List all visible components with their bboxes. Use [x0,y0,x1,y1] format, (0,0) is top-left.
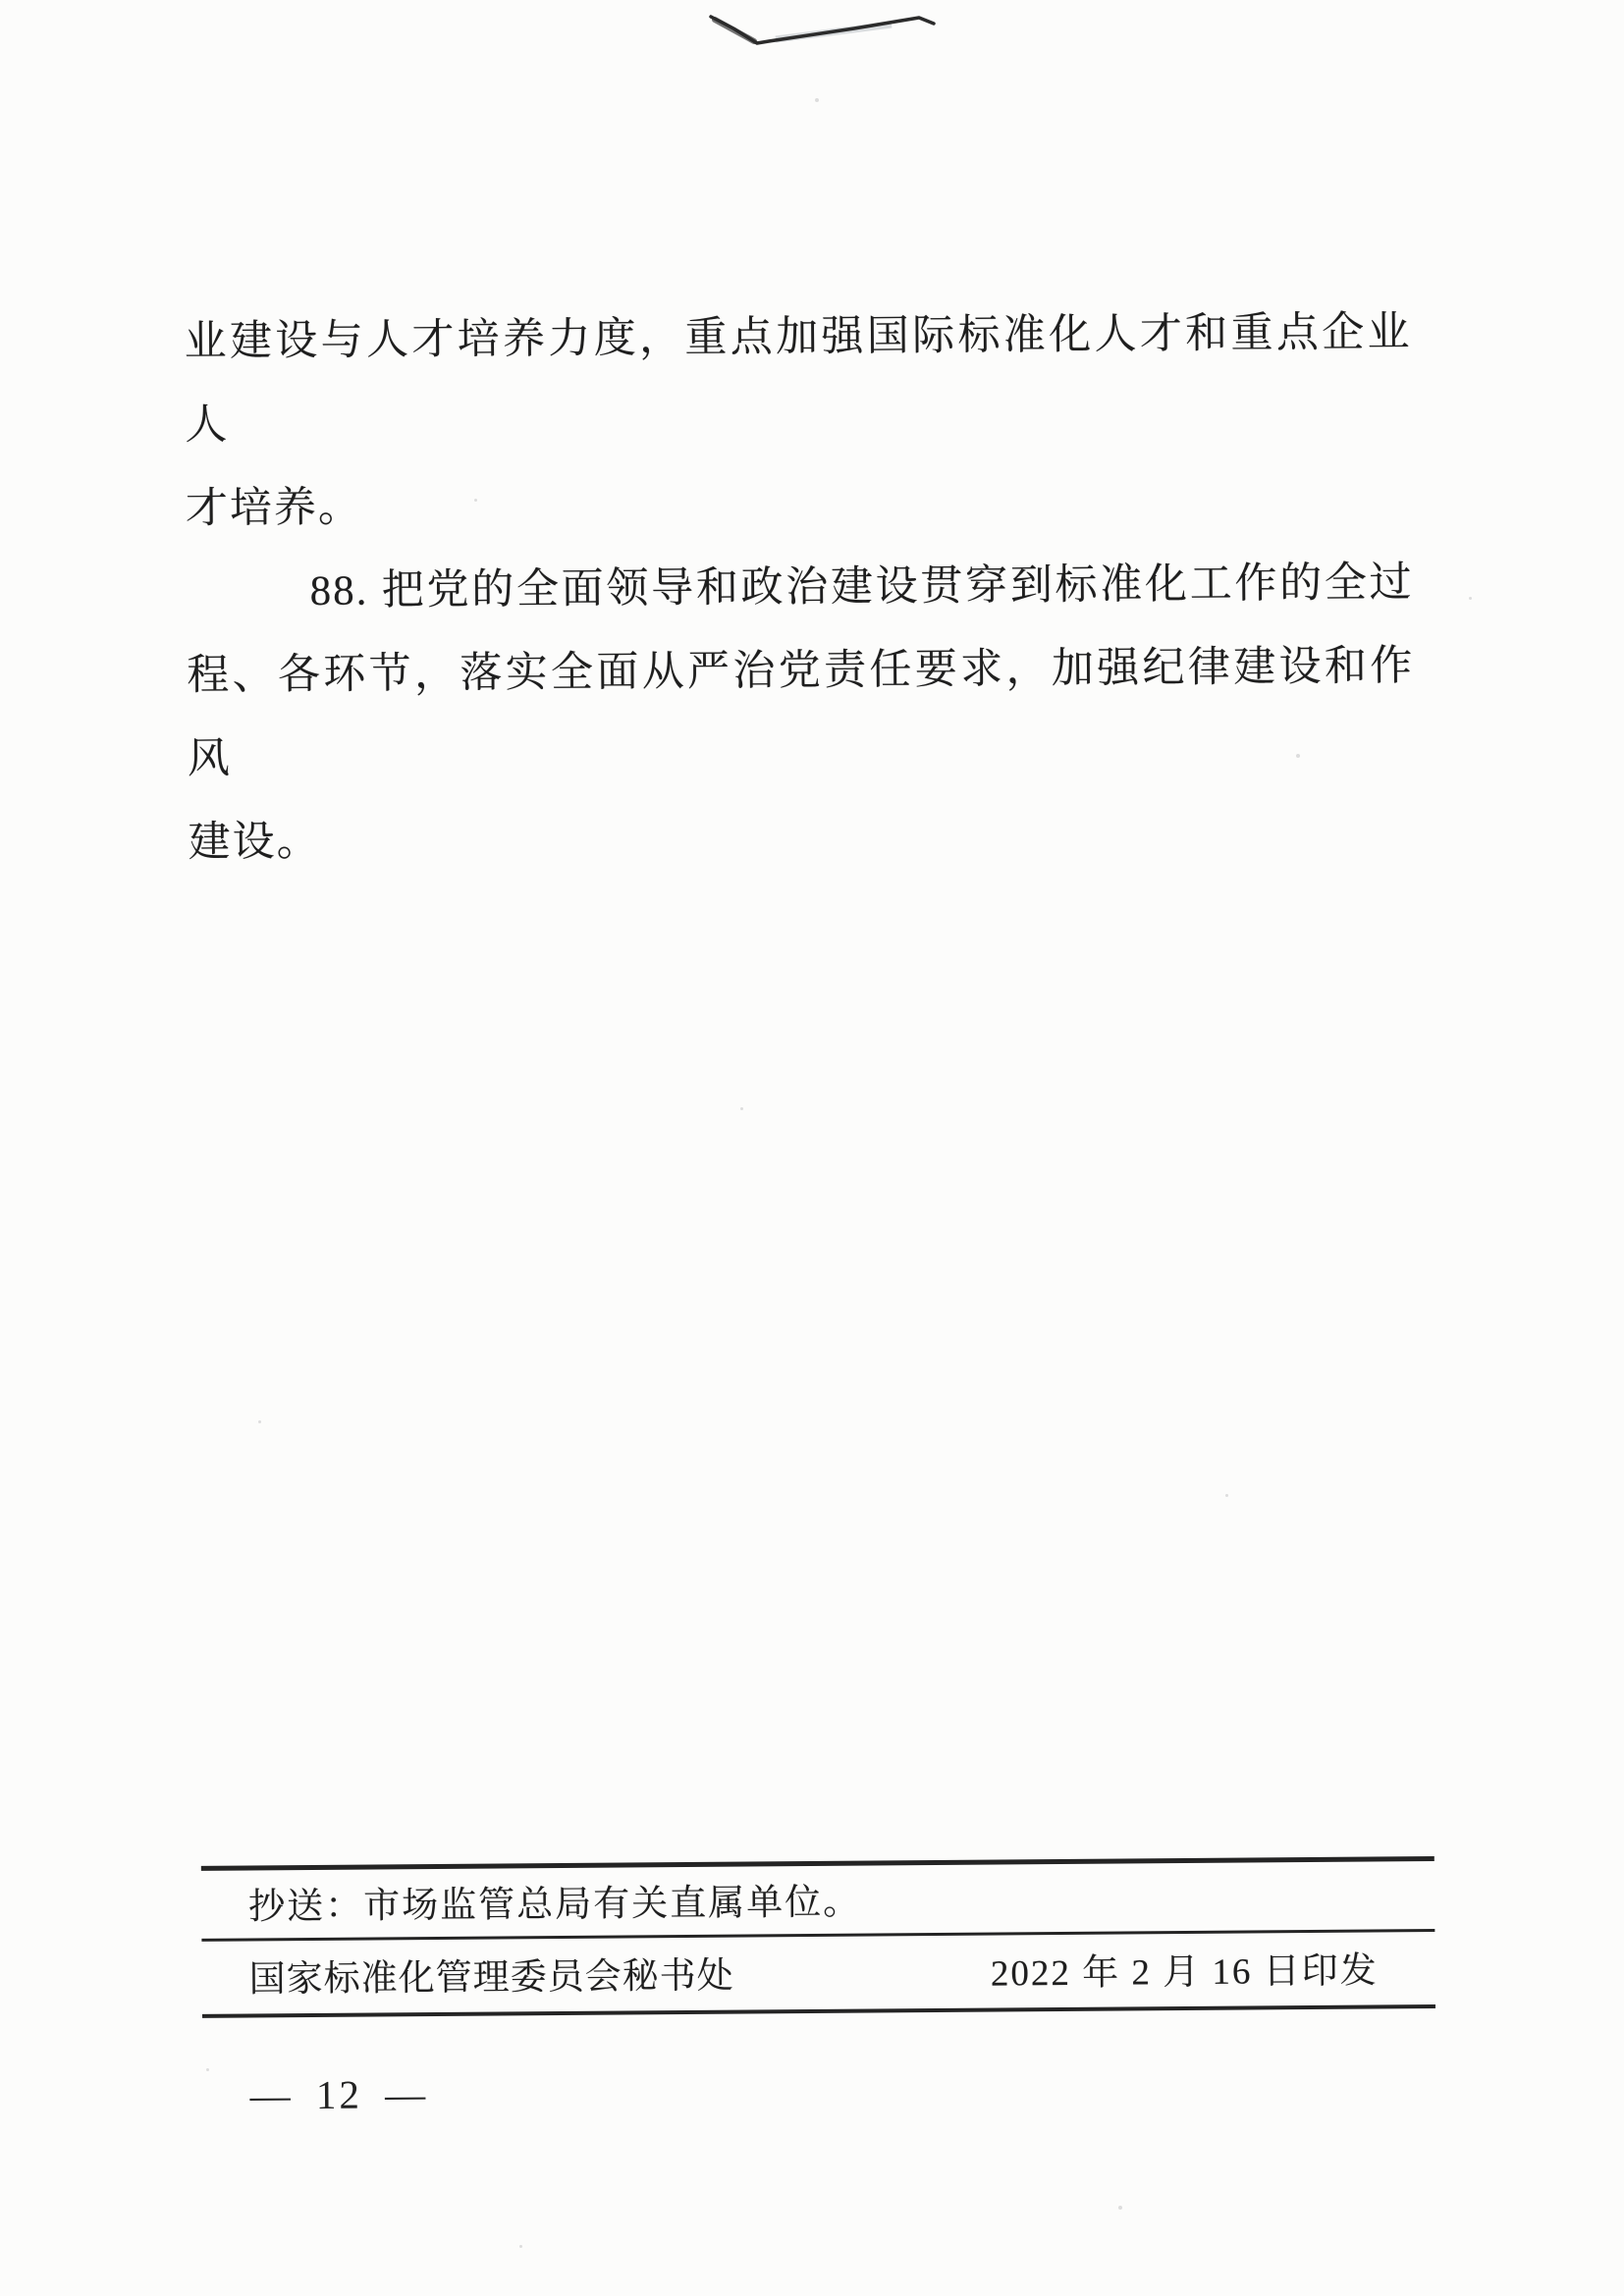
issue-date: 2022 年 2 月 16 日印发 [990,1950,1379,1995]
body-line-2: 才培养。 [185,484,363,532]
issuer-name: 国家标准化管理委员会秘书处 [248,1955,734,2001]
body-line-4: 程、各环节，落实全面从严治党责任要求，加强纪律建设和作风 [187,643,1415,782]
cc-line: 抄送：市场监管总局有关直属单位。 [247,1882,862,1928]
issue-row [201,1932,1435,2014]
cc-row [201,1861,1435,1942]
footer-block [201,1856,1435,2018]
document-body [184,291,1416,884]
body-line-1: 业建设与人才培养力度，重点加强国际标准化人才和重点企业人 [184,309,1412,449]
body-line-5: 建设。 [188,818,321,866]
page-number: — 12 — [249,2071,429,2118]
body-line-3: 88. 把党的全面领导和政治建设贯穿到标准化工作的全过 [309,560,1414,614]
